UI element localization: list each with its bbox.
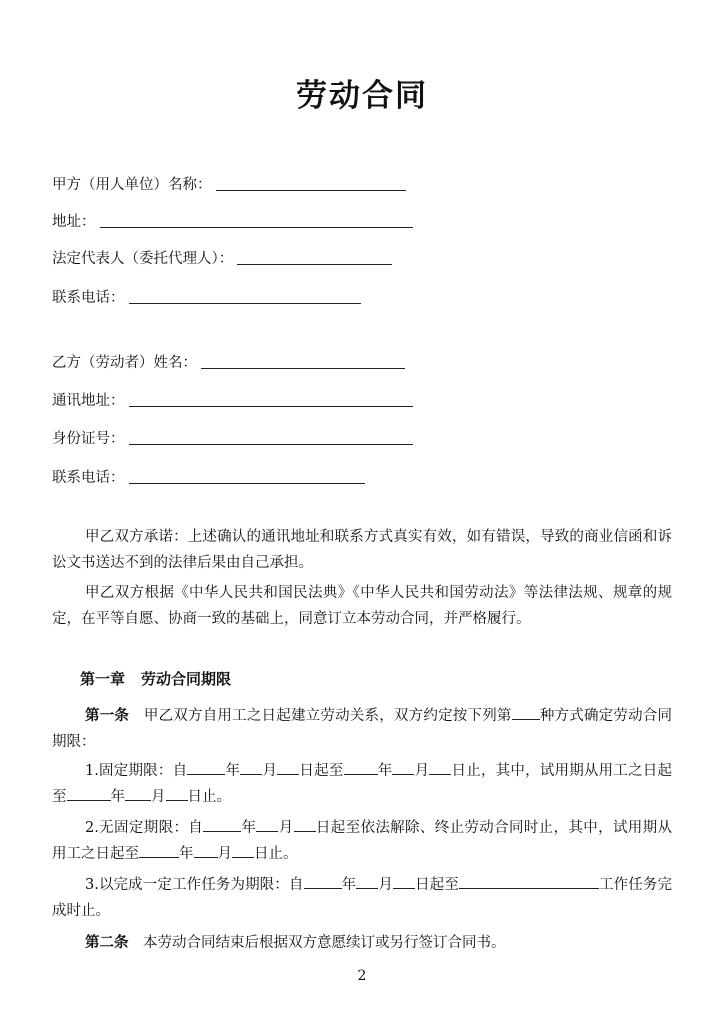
party-a-phone-blank[interactable] bbox=[129, 302, 361, 304]
option-3-text: 日起至 bbox=[415, 877, 459, 893]
party-b-id-label: 身份证号： bbox=[52, 431, 125, 447]
option-2-start-day-blank[interactable] bbox=[294, 817, 316, 832]
option-1-text: 日起至 bbox=[299, 763, 344, 779]
option-2-probation-day-blank[interactable] bbox=[232, 843, 254, 858]
option-1-fixed-term bbox=[52, 758, 672, 810]
option-2-probation-month-blank[interactable] bbox=[194, 843, 218, 858]
option-1-text: 年 bbox=[110, 789, 125, 805]
option-3-start-day-blank[interactable] bbox=[393, 874, 415, 889]
party-b-address-blank[interactable] bbox=[129, 405, 413, 407]
article-2-label: 第二条 bbox=[85, 935, 129, 951]
option-3-start-year-blank[interactable] bbox=[304, 874, 342, 889]
option-3-text: 3.以完成一定工作任务为期限：自 bbox=[85, 877, 304, 893]
option-2-open-term bbox=[52, 815, 672, 867]
option-1-text: 月 bbox=[151, 789, 166, 805]
party-a-address-label: 地址： bbox=[52, 214, 96, 230]
party-b-phone-blank[interactable] bbox=[129, 482, 365, 484]
option-1-end-month-blank[interactable] bbox=[392, 760, 414, 775]
party-b-address-label: 通讯地址： bbox=[52, 393, 125, 409]
option-3-text: 月 bbox=[378, 877, 393, 893]
chapter-title: 劳动合同期限 bbox=[141, 670, 232, 688]
option-1-end-day-blank[interactable] bbox=[429, 760, 451, 775]
option-3-task-term bbox=[52, 872, 672, 924]
party-a-name-field bbox=[52, 172, 406, 194]
article-1 bbox=[52, 703, 672, 755]
option-1-text: 日止。 bbox=[187, 789, 231, 805]
option-1-text: 年 bbox=[225, 763, 241, 779]
party-a-name-blank[interactable] bbox=[216, 189, 406, 191]
option-3-text: 年 bbox=[341, 877, 357, 893]
party-a-rep-blank[interactable] bbox=[237, 263, 392, 265]
option-1-probation-day-blank[interactable] bbox=[166, 786, 188, 801]
option-2-start-year-blank[interactable] bbox=[203, 817, 241, 832]
party-a-phone-label: 联系电话： bbox=[52, 290, 125, 306]
option-1-text: 月 bbox=[414, 763, 430, 779]
option-1-start-day-blank[interactable] bbox=[277, 760, 299, 775]
option-2-text: 日起至依法解除、终止劳动合同时止，其中，试用期从用工之日起至 bbox=[52, 820, 672, 862]
party-a-rep-label: 法定代表人（委托代理人）： bbox=[52, 251, 234, 267]
party-a-address-blank[interactable] bbox=[100, 226, 413, 228]
party-b-name-label: 乙方（劳动者）姓名： bbox=[52, 355, 197, 371]
party-a-phone-field bbox=[52, 285, 361, 307]
article-1-text-b: 种方式确定劳动合同期限： bbox=[52, 708, 673, 750]
chapter-heading bbox=[80, 668, 231, 689]
article-1-choice-blank[interactable] bbox=[512, 705, 540, 720]
article-1-label: 第一条 bbox=[85, 708, 130, 724]
option-1-text: 年 bbox=[377, 763, 393, 779]
option-2-text: 2.无固定期限：自 bbox=[85, 820, 204, 836]
party-b-phone-label: 联系电话： bbox=[52, 470, 125, 486]
party-b-phone-field bbox=[52, 465, 365, 487]
chapter-number: 第一章 bbox=[80, 670, 126, 688]
option-2-start-month-blank[interactable] bbox=[256, 817, 278, 832]
option-3-task-blank[interactable] bbox=[459, 874, 599, 889]
option-1-text: 日止，其中，试用期从用工之日起至 bbox=[52, 763, 672, 805]
option-1-start-year-blank[interactable] bbox=[187, 760, 225, 775]
option-3-start-month-blank[interactable] bbox=[356, 874, 378, 889]
party-a-name-label: 甲方（用人单位）名称： bbox=[52, 177, 212, 193]
option-2-text: 月 bbox=[278, 820, 294, 836]
party-b-id-field bbox=[52, 426, 413, 448]
commitment-paragraph: 甲乙双方承诺：上述确认的通讯地址和联系方式真实有效，如有错误，导致的商业信函和诉讼文书送达不到的法律后果由自己承担。 bbox=[52, 529, 672, 571]
option-1-end-year-blank[interactable] bbox=[344, 760, 378, 775]
option-2-text: 日止。 bbox=[254, 846, 298, 862]
party-a-address-field bbox=[52, 209, 413, 231]
article-2 bbox=[52, 930, 672, 956]
option-1-probation-year-blank[interactable] bbox=[67, 786, 111, 801]
party-b-name-blank[interactable] bbox=[201, 367, 405, 369]
option-3-text: 工作任务完成时止。 bbox=[52, 877, 673, 919]
party-b-name-field bbox=[52, 350, 405, 372]
article-2-text: 本劳动合同结束后根据双方意愿续订或另行签订合同书。 bbox=[143, 935, 506, 951]
option-2-text: 年 bbox=[241, 820, 257, 836]
option-2-text: 年 bbox=[179, 846, 194, 862]
party-a-rep-field bbox=[52, 246, 392, 268]
option-1-text: 1.固定期限：自 bbox=[85, 763, 188, 779]
legal-basis-paragraph: 甲乙双方根据《中华人民共和国民法典》《中华人民共和国劳动法》等法律法规、规章的规定，在平等自愿、协商一致的基础上，同意订立本劳动合同，并严格履行。 bbox=[52, 585, 672, 627]
option-1-probation-month-blank[interactable] bbox=[125, 786, 151, 801]
option-2-text: 月 bbox=[217, 846, 232, 862]
party-b-id-blank[interactable] bbox=[129, 443, 413, 445]
document-title: 劳动合同 bbox=[296, 78, 428, 114]
option-2-probation-year-blank[interactable] bbox=[139, 843, 179, 858]
option-1-text: 月 bbox=[262, 763, 278, 779]
party-b-address-field bbox=[52, 388, 413, 410]
article-1-text-a: 甲乙双方自用工之日起建立劳动关系，双方约定按下列第 bbox=[143, 708, 512, 724]
option-1-start-month-blank[interactable] bbox=[240, 760, 262, 775]
page-number: 2 bbox=[357, 968, 367, 984]
